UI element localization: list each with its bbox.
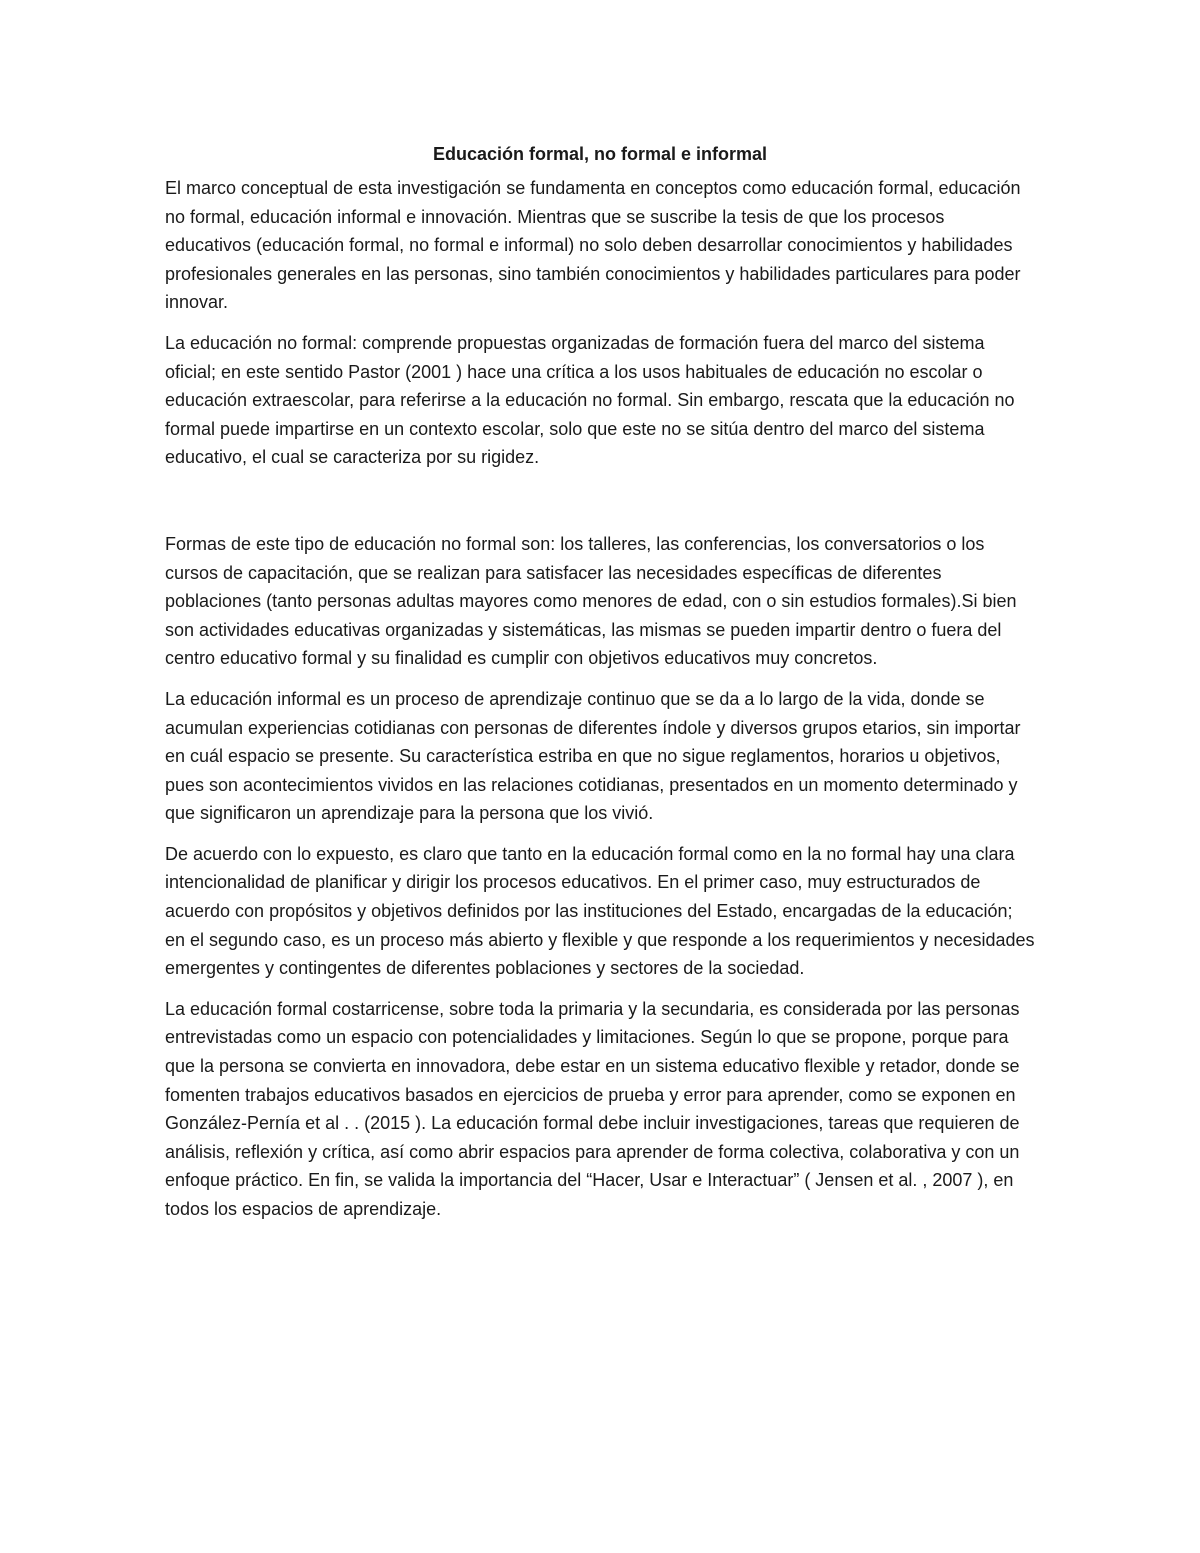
paragraph-marco-conceptual: El marco conceptual de esta investigación se fundamenta en conceptos como educación formal, educación no formal, educación informal e innovación. Mientras que se suscribe la tesis de que los procesos educativos (educación formal, no formal e informal) no solo deben desarrollar conocimientos y habilidades profesionales generales en las personas, sino también conocimientos y habilidades particulares para poder innovar. [165, 178, 1021, 313]
paragraph-educacion-no-formal: La educación no formal: comprende propuestas organizadas de formación fuera del marco del sistema oficial; en este sentido Pastor (2001 ) hace una crítica a los usos habituales de educación no escolar o educación extraescolar, para referirse a la educación no formal. Sin embargo, rescata que la educación no formal puede impartirse en un contexto escolar, solo que este no se sitúa dentro del marco del sistema educativo, el cual se caracteriza por su rigidez. [165, 332, 1015, 468]
document-title: Educación formal, no formal e informal [432, 144, 768, 164]
paragraph-formas-no-formal: Formas de este tipo de educación no formal son: los talleres, las conferencias, los conversatorios o los cursos de capacitación, que se realizan para satisfacer las necesidades específicas de diferentes poblaciones (tanto personas adultas mayores como menores de edad, con o sin estudios formales).Si bien son actividades educativas organizadas y sistemáticas, las mismas se pueden impartir dentro o fuera del centro educativo formal y su finalidad es cumplir con objetivos educativos muy concretos. [165, 533, 1017, 669]
document-body [165, 140, 1035, 1236]
paragraph-de-acuerdo: De acuerdo con lo expuesto, es claro que tanto en la educación formal como en la no formal hay una clara intencionalidad de planificar y dirigir los procesos educativos. En el primer caso, muy estructurados de acuerdo con propósitos y objetivos definidos por las instituciones del Estado, encargadas de la educación; en el segundo caso, es un proceso más abierto y flexible y que responde a los requerimientos y necesidades emergentes y contingentes de diferentes poblaciones y sectores de la sociedad. [165, 843, 1035, 979]
paragraph-educacion-informal: La educación informal es un proceso de aprendizaje continuo que se da a lo largo de la vida, donde se acumulan experiencias cotidianas con personas de diferentes índole y diversos grupos etarios, sin importar en cuál espacio se presente. Su característica estriba en que no sigue reglamentos, horarios u objetivos, pues son acontecimientos vividos en las relaciones cotidianas, presentados en un momento determinado y que significaron un aprendizaje para la persona que los vivió. [165, 688, 1021, 824]
blank-line [165, 484, 1035, 530]
paragraph-educacion-costarricense: La educación formal costarricense, sobre toda la primaria y la secundaria, es considerada por las personas entrevistadas como un espacio con potencialidades y limitaciones. Según lo que se propone, porque para que la persona se convierta en innovadora, debe estar en un sistema educativo flexible y retador, donde se fomenten trabajos educativos basados en ejercicios de prueba y error para aprender, como se exponen en González-Pernía et al . . (2015 ). La educación formal debe incluir investigaciones, tareas que requieren de análisis, reflexión y crítica, así como abrir espacios para aprender de forma colectiva, colaborativa y con un enfoque práctico. En fin, se valida la importancia del “Hacer, Usar e Interactuar” ( Jensen et al. , 2007 ), en todos los espacios de aprendizaje. [165, 998, 1020, 1219]
